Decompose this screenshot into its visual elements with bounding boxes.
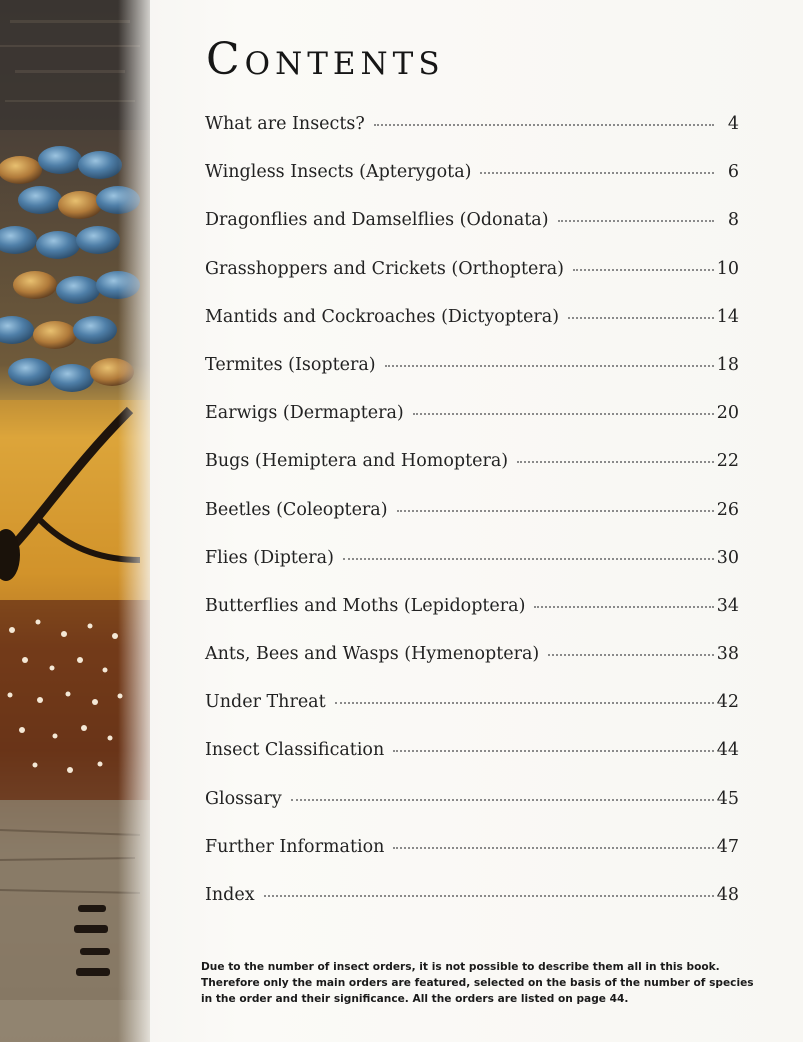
dot-leader: [393, 847, 713, 849]
toc-entry: [205, 885, 739, 933]
dot-leader: [413, 413, 714, 415]
dot-leader: [397, 510, 714, 512]
toc-entry-label: Further Information: [205, 836, 385, 857]
toc-entry-label: Earwigs (Dermaptera): [205, 403, 404, 424]
toc-entry-page-number: 26: [716, 499, 739, 520]
dot-leader: [385, 365, 714, 367]
toc-entry-page-number: 10: [716, 258, 739, 279]
toc-entry-label: Termites (Isoptera): [205, 354, 376, 375]
toc-entry-page-number: 42: [716, 692, 739, 713]
toc-entry-label: Grasshoppers and Crickets (Orthoptera): [205, 258, 564, 279]
dot-leader: [480, 172, 714, 174]
toc-entry-label: Mantids and Cockroaches (Dictyoptera): [205, 306, 560, 327]
toc-entry: [205, 500, 739, 548]
dot-leader: [568, 317, 714, 319]
dot-leader: [534, 606, 713, 608]
toc-entry: [205, 210, 739, 258]
toc-entry-label: Ants, Bees and Wasps (Hymenoptera): [205, 644, 540, 665]
dot-leader: [291, 799, 714, 801]
toc-entry-page-number: 44: [716, 740, 739, 761]
toc-entry-page-number: 20: [716, 403, 739, 424]
toc-entry: [205, 451, 739, 499]
toc-entry-page-number: 6: [727, 162, 739, 183]
toc-entry: [205, 548, 739, 596]
toc-entry-page-number: 18: [716, 354, 739, 375]
butterfly-wing-image: [0, 0, 150, 1042]
toc-entry-page-number: 48: [716, 885, 739, 905]
toc-entry-label: Butterflies and Moths (Lepidoptera): [205, 595, 526, 616]
toc-entry: [205, 355, 739, 403]
toc-entry-label: Wingless Insects (Apterygota): [205, 162, 472, 183]
dot-leader: [374, 124, 714, 126]
toc-entry-page-number: 14: [716, 306, 739, 327]
strip-fade-edge: [118, 0, 150, 1042]
toc-entry-label: Bugs (Hemiptera and Homoptera): [205, 451, 509, 472]
toc-entry-label: What are Insects?: [205, 114, 365, 134]
dot-leader: [558, 220, 714, 222]
footnote: Due to the number of insect orders, it is not possible to describe them all in this book. Therefore only the main orders are featured, selected on the basis of the number of species in the order and their significance. All the orders are listed on page 44.: [201, 961, 754, 1005]
toc-entry-page-number: 22: [716, 451, 739, 472]
toc-entry-page-number: 4: [727, 114, 739, 134]
dot-leader: [517, 461, 714, 463]
toc-entry: [205, 114, 739, 162]
dot-leader: [343, 558, 714, 560]
toc-entry-label: Insect Classification: [205, 740, 385, 761]
dot-leader: [573, 269, 714, 271]
toc-entry-page-number: 8: [727, 210, 739, 231]
toc-entry: [205, 307, 739, 355]
toc-entry: [205, 692, 739, 740]
page-title: Contents: [206, 34, 445, 85]
dot-leader: [393, 750, 713, 752]
toc-entry-page-number: 47: [716, 836, 739, 857]
dot-leader: [548, 654, 714, 656]
table-of-contents: [205, 114, 739, 933]
toc-entry-label: Glossary: [205, 788, 282, 809]
toc-entry-label: Beetles (Coleoptera): [205, 499, 388, 520]
toc-entry: [205, 596, 739, 644]
toc-entry: [205, 162, 739, 210]
toc-entry-label: Dragonflies and Damselflies (Odonata): [205, 210, 549, 231]
toc-entry: [205, 644, 739, 692]
toc-entry: [205, 789, 739, 837]
toc-entry: [205, 837, 739, 885]
toc-entry-page-number: 30: [716, 547, 739, 568]
toc-entry-label: Index: [205, 885, 255, 905]
toc-entry-page-number: 34: [716, 595, 739, 616]
toc-entry-label: Flies (Diptera): [205, 547, 334, 568]
dot-leader: [264, 895, 714, 897]
dot-leader: [335, 702, 714, 704]
toc-entry-page-number: 38: [716, 644, 739, 665]
toc-entry-page-number: 45: [716, 788, 739, 809]
toc-entry: [205, 259, 739, 307]
toc-entry: [205, 740, 739, 788]
toc-entry: [205, 403, 739, 451]
toc-entry-label: Under Threat: [205, 692, 326, 713]
